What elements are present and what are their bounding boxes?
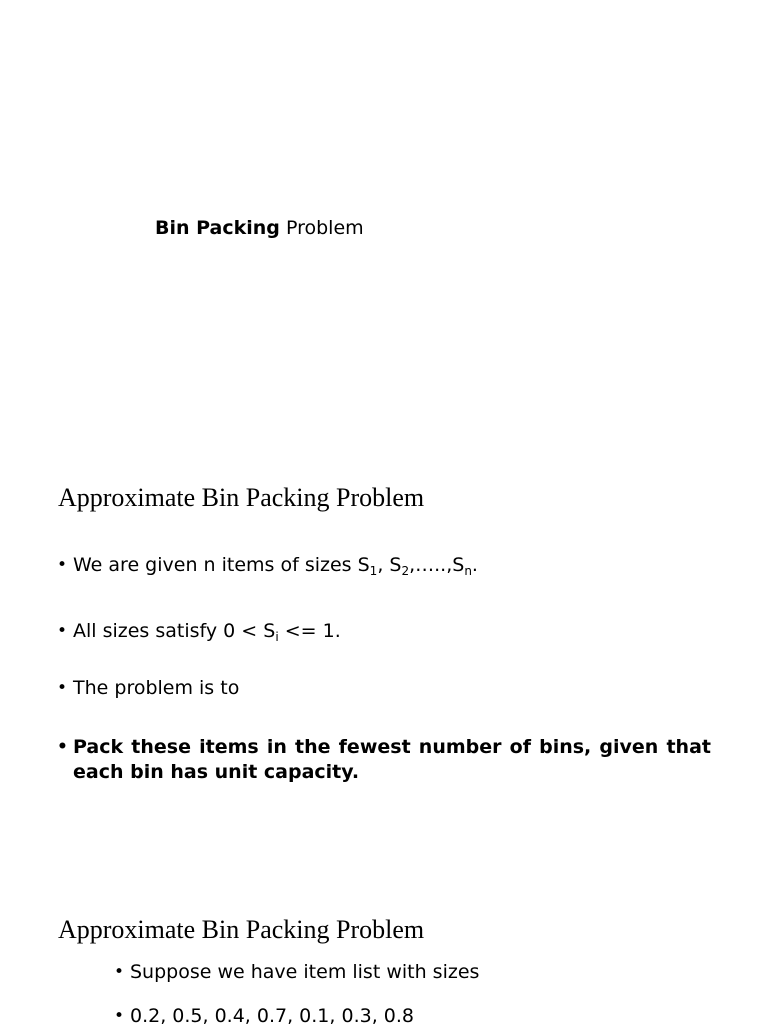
page-title xyxy=(155,216,364,240)
subscript: 2 xyxy=(401,564,410,578)
subscript: i xyxy=(275,630,279,644)
list-item-text: Suppose we have item list with sizes xyxy=(130,961,480,983)
bullet-icon: • xyxy=(57,621,68,641)
text-segment: . xyxy=(471,554,478,576)
list-item xyxy=(57,676,240,701)
bullet-icon: • xyxy=(57,555,68,575)
bullet-icon: • xyxy=(57,737,68,757)
title-bold: Bin Packing xyxy=(155,217,280,239)
text-segment: <= 1. xyxy=(278,620,341,642)
subscript: n xyxy=(464,564,472,578)
title-rest: Problem xyxy=(279,217,364,239)
slide-heading: Approximate Bin Packing Problem xyxy=(58,483,425,512)
slide-example xyxy=(0,860,768,1027)
list-item-text: The problem is to xyxy=(73,677,240,699)
bullet-icon: • xyxy=(114,1006,125,1026)
list-item xyxy=(114,1004,414,1029)
bullet-icon: • xyxy=(114,962,125,982)
text-segment: All sizes satisfy 0 < S xyxy=(73,620,276,642)
list-item-text: Pack these items in the fewest number of bins, given that each bin has unit capacity. xyxy=(73,736,711,783)
list-item xyxy=(57,553,478,578)
list-item xyxy=(57,735,711,785)
list-item-text: 0.2, 0.5, 0.4, 0.7, 0.1, 0.3, 0.8 xyxy=(130,1005,414,1027)
text-segment: We are given n items of sizes S xyxy=(73,554,370,576)
text-segment: ,…..,S xyxy=(409,554,465,576)
bullet-icon: • xyxy=(57,678,68,698)
subscript: 1 xyxy=(369,564,378,578)
text-segment: , S xyxy=(377,554,402,576)
list-item xyxy=(57,619,341,644)
list-item xyxy=(114,960,480,985)
slide-title-page xyxy=(0,0,768,440)
slide-definition xyxy=(0,440,768,860)
slide-heading: Approximate Bin Packing Problem xyxy=(58,915,425,944)
